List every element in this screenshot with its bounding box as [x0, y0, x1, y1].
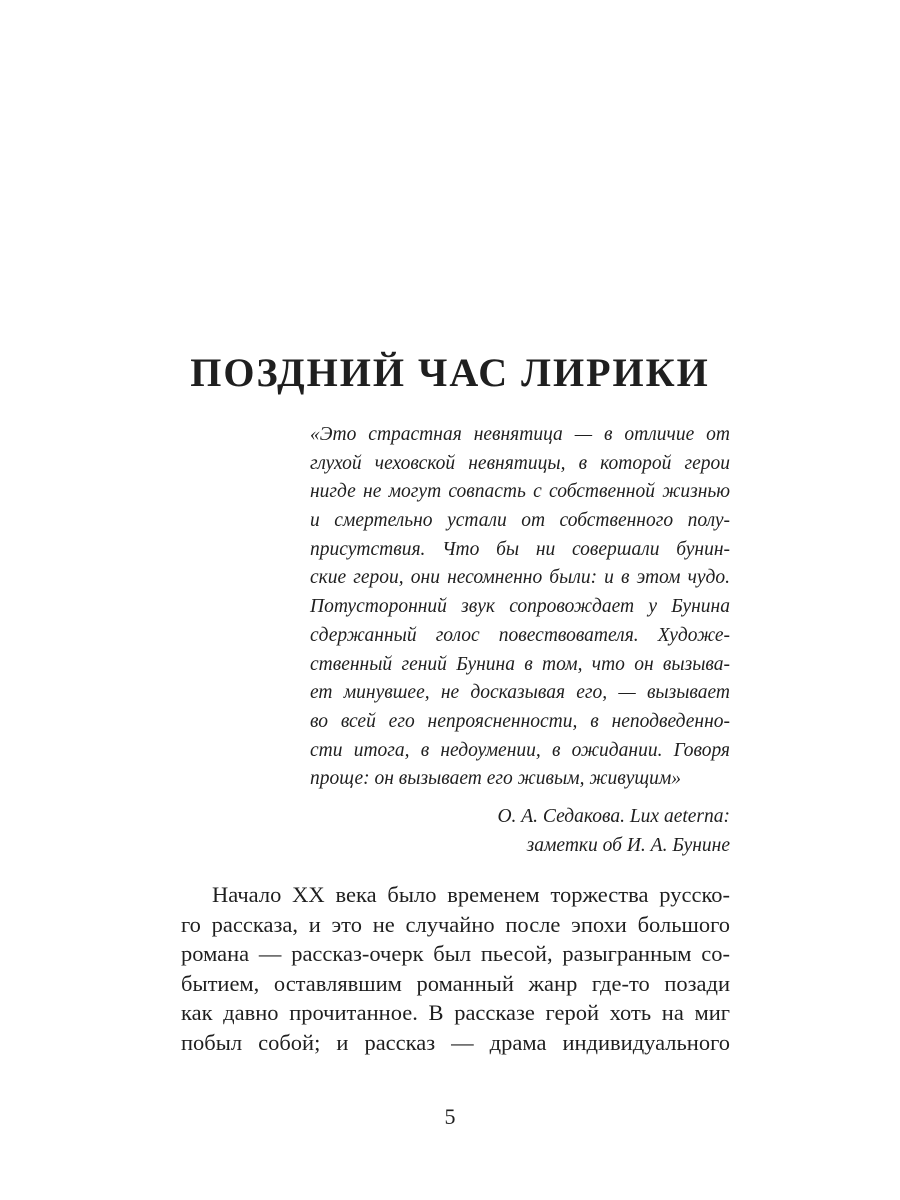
- epigraph-line: во всей его непроясненности, в неподведенно-: [310, 710, 730, 732]
- epigraph-line: глухой чеховской невнятицы, в которой герои: [310, 452, 730, 474]
- attribution-line: заметки об И. А. Бунине: [526, 834, 730, 856]
- epigraph-line: ские герои, они несомненно были: и в этом чудо.: [310, 567, 730, 589]
- chapter-title: ПОЗДНИЙ ЧАС ЛИРИКИ: [190, 349, 710, 395]
- page-number: 5: [444, 1104, 456, 1129]
- epigraph-line: ет минувшее, не досказывая его, — вызывает: [310, 682, 730, 704]
- epigraph-attribution: [310, 803, 730, 860]
- body-line: го рассказа, и это не случайно после эпохи большого: [181, 911, 730, 937]
- epigraph: [310, 421, 730, 794]
- epigraph-line: «Это страстная невнятица — в отличие от: [310, 424, 730, 445]
- epigraph-line: сдержанный голос повествователя. Художе-: [310, 624, 730, 646]
- body-line: как давно прочитанное. В рассказе герой хоть на миг: [181, 1000, 730, 1025]
- epigraph-line: проще: он вызывает его живым, живущим»: [310, 768, 682, 790]
- epigraph-line: Потусторонний звук сопровождает у Бунина: [310, 596, 730, 618]
- epigraph-line: ственный гений Бунина в том, что он вызыва-: [310, 653, 730, 675]
- epigraph-line: нигде не могут совпасть с собственной жизнью: [310, 481, 730, 503]
- body-line: побыл собой; и рассказ — драма индивидуального: [181, 1029, 730, 1055]
- body-line: романа — рассказ-очерк был пьесой, разыгранным со-: [181, 941, 730, 966]
- body-line: бытием, оставлявшим романный жанр где-то позади: [181, 970, 730, 996]
- body-line: Начало XX века было временем торжества русско-: [212, 882, 730, 907]
- body-paragraph: [181, 880, 730, 1057]
- epigraph-line: сти итога, в недоумении, в ожидании. Говоря: [310, 739, 730, 761]
- attribution-line: О. А. Седакова. Lux aeterna:: [497, 806, 730, 827]
- epigraph-line: присутствия. Что бы ни совершали бунин-: [310, 538, 730, 560]
- epigraph-line: и смертельно устали от собственного полу-: [310, 510, 730, 532]
